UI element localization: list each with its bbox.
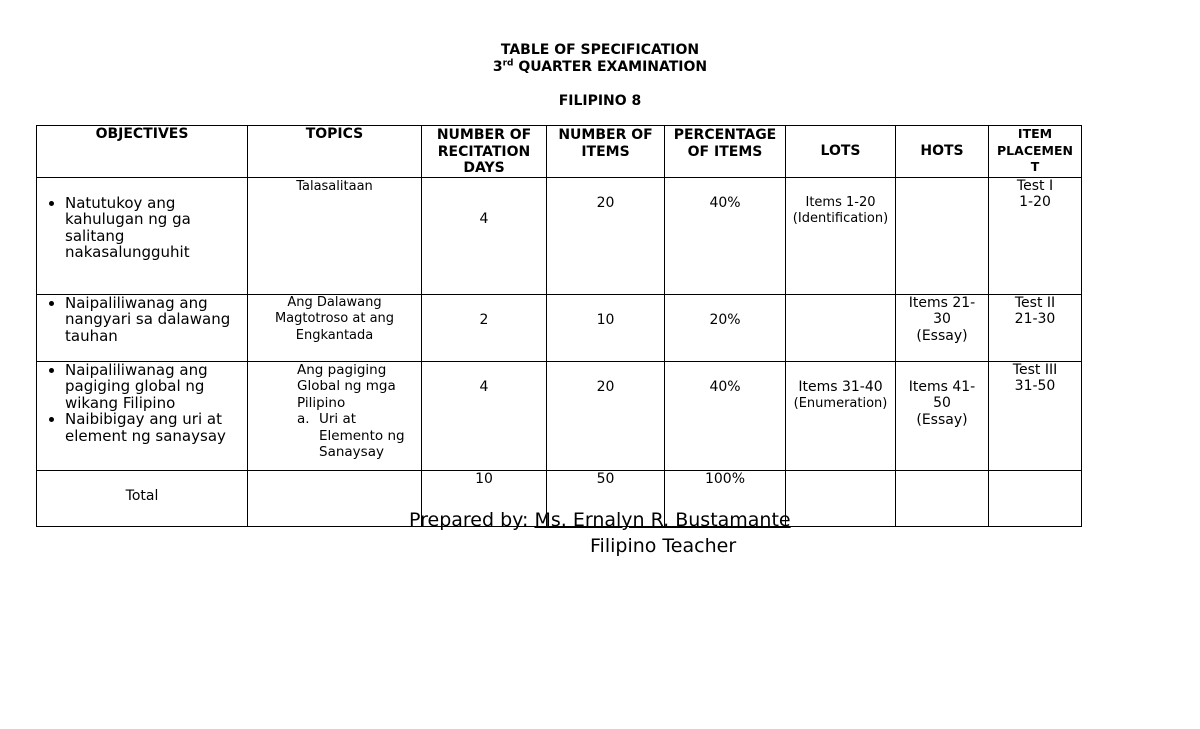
preparer-name: Ms. Ernalyn R. Bustamante [534,509,791,531]
objective-item: • Naipaliliwanag ang pagiging global ng wikang Filipino [65,362,245,412]
hots-cell: Items 21- 30 (Essay) [896,294,989,361]
percentage-cell: 20% [665,294,786,361]
topic-cell: Ang Dalawang Magtotroso at ang Engkantada [248,294,422,361]
exam-title [0,59,1200,76]
exam-title-rest: QUARTER EXAMINATION [513,59,708,75]
total-lots-cell [786,470,896,526]
total-items: 50 [547,470,665,526]
placement-cell: Test III 31-50 [989,361,1082,470]
objectives-cell [37,361,248,470]
prepared-by [409,509,791,532]
table-row [37,177,1082,294]
exam-ordinal: 3 [492,59,503,75]
days-cell: 4 [422,177,547,294]
prepared-label: Prepared by: [409,509,535,531]
days-cell: 2 [422,294,547,361]
topic-text: Talasalitaan [296,178,373,194]
hots-cell [896,177,989,294]
table-row [37,294,1082,361]
col-hots: HOTS [896,126,989,178]
objectives-cell [37,177,248,294]
topic-cell: Ang pagiging Global ng mga Pilipino a. Uri at Elemento ng Sanaysay [248,361,422,470]
specification-table [36,125,1082,527]
lots-cell: Items 1-20 (Identification) [786,177,896,294]
total-label: Total [37,470,248,526]
objective-item: • Naibibigay ang uri at element ng sanaysay [65,411,245,444]
col-lots: LOTS [786,126,896,178]
col-objectives: OBJECTIVES [37,126,248,178]
placement-cell: Test I 1-20 [989,177,1082,294]
total-placement-cell [989,470,1082,526]
topic-sub-marker: a. [297,411,310,427]
col-percentage: PERCENTAGE OF ITEMS [665,126,786,178]
percentage-cell: 40% [665,361,786,470]
days-cell: 4 [422,361,547,470]
objectives-cell [37,294,248,361]
preparer-role: Filipino Teacher [590,535,737,557]
col-recitation-days: NUMBER OF RECITATION DAYS [422,126,547,178]
exam-ordinal-suffix: rd [502,58,514,69]
items-cell: 20 [547,177,665,294]
lots-cell: Items 31-40 (Enumeration) [786,361,896,470]
table-header-row [37,126,1082,178]
items-cell: 20 [547,361,665,470]
doc-title: TABLE OF SPECIFICATION [500,42,700,58]
col-item-placement: ITEM PLACEMEN T [989,126,1082,178]
placement-cell: Test II 21-30 [989,294,1082,361]
total-hots-cell [896,470,989,526]
table-row [37,361,1082,470]
total-topic-cell [248,470,422,526]
lots-cell [786,294,896,361]
total-percentage: 100% [665,470,786,526]
objective-item: • Naipaliliwanag ang nangyari sa dalawang tauhan [65,295,245,345]
percentage-cell: 40% [665,177,786,294]
col-topics: TOPICS [248,126,422,178]
topic-cell [248,177,422,294]
objective-item: • Natutukoy ang kahulugan ng ga salitang nakasalungguhit [65,195,245,261]
hots-cell: Items 41- 50 (Essay) [896,361,989,470]
items-cell: 10 [547,294,665,361]
total-days: 10 [422,470,547,526]
subject-title: FILIPINO 8 [558,93,642,109]
col-number-of-items: NUMBER OF ITEMS [547,126,665,178]
